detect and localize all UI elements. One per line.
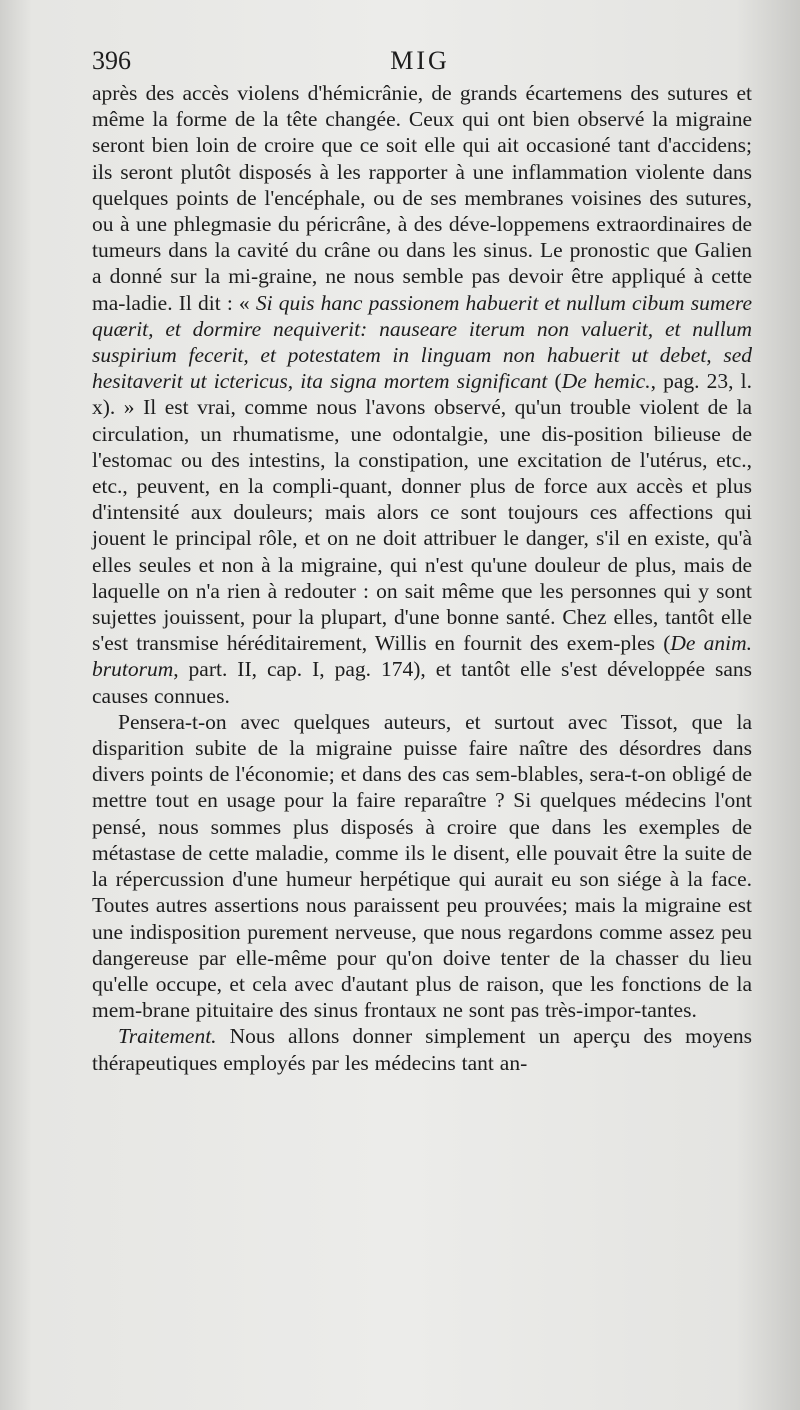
citation-title: De hemic.	[561, 369, 651, 394]
section-heading-traitement: Traitement.	[118, 1024, 217, 1049]
running-headword: MIG	[390, 46, 450, 75]
paragraph-1	[92, 80, 752, 709]
text-segment: après des accès violens d'hémicrânie, de grands écartemens des sutures et même la forme de la tête changée. Ceux qui ont bien observé la migraine seront bien loin de croire que ce soit elle qui ait occasioné tant d'accidens; ils seront plutôt disposés à les rapporter à une inflammation violente dans quelques points de l'encéphale, ou de ses membranes voisines des sutures, ou à une phlegmasie du péricrâne, à des déve-loppemens extraordinaires de tumeurs dans la cavité du crâne ou dans les sinus. Le pronostic que Galien a donné sur la mi-graine, ne nous semble pas devoir être appliqué à cette ma-ladie. Il dit : «	[92, 81, 752, 315]
text-segment: , pag. 23, l. x). » Il est vrai, comme nous l'avons observé, qu'un trouble violent de la circulation, un rhumatisme, une odontalgie, une dis-position bilieuse de l'estomac ou des intestins, la constipation, une excitation de l'utérus, etc., etc., peuvent, en la compli-quant, donner plus de force aux accès et plus d'intensité aux douleurs; mais alors ce sont toujours ces affections qui jouent le principal rôle, et on ne doit attribuer le danger, s'il en existe, qu'à elles seules et non à la migraine, qui n'est qu'une douleur de plus, mais de laquelle on n'a rien à redouter : on sait même que les personnes qui y sont sujettes jouissent, pour la plupart, d'une bonne santé. Chez elles, tantôt elle s'est transmise héréditairement, Willis en fournit des exem-ples (	[92, 369, 752, 656]
page-number: 396	[92, 46, 131, 75]
text-segment: (	[547, 369, 562, 394]
body-text	[92, 80, 752, 1076]
paragraph-2	[92, 709, 752, 1023]
paragraph-3	[92, 1023, 752, 1075]
citation-title: De anim. brutorum	[92, 631, 752, 682]
text-segment: Nous allons donner simplement un aperçu des moyens thérapeutiques employés par les médecins tant an-	[92, 1024, 752, 1075]
text-segment: Pensera-t-on avec quelques auteurs, et surtout avec Tissot, que la disparition subite de la migraine puisse faire naître des désordres dans divers points de l'économie; et dans des cas sem-blables, sera-t-on obligé de mettre tout en usage pour la faire reparaître ? Si quelques médecins l'ont pensé, nous sommes plus disposés à croire que dans les exemples de métastase de cette maladie, comme ils le disent, elle pouvait être la suite de la répercussion d'une humeur herpétique qui aurait eu son siége à la face. Toutes autres assertions nous paraissent peu prouvées; mais la migraine est une indisposition purement nerveuse, que nous regardons comme assez peu dangereuse par elle-même pour qu'on doive tenter de la chasser du lieu qu'elle occupe, et cela avec d'autant plus de raison, que les fonctions de la mem-brane pituitaire des sinus frontaux ne sont pas très-impor-tantes.	[92, 709, 752, 1023]
latin-quotation: Si quis hanc passionem habuerit et nullum cibum sumere quærit, et dormire nequiverit: nauseare iterum non valuerit, et nullum suspirium fecerit, et potestatem in linguam non habuerit ut debet, sed hesitaverit ut ictericus, ita signa mortem significant	[92, 290, 752, 394]
text-segment: , part. II, cap. I, pag. 174), et tantôt elle s'est développée sans causes connues.	[92, 657, 752, 708]
running-head	[92, 44, 748, 78]
